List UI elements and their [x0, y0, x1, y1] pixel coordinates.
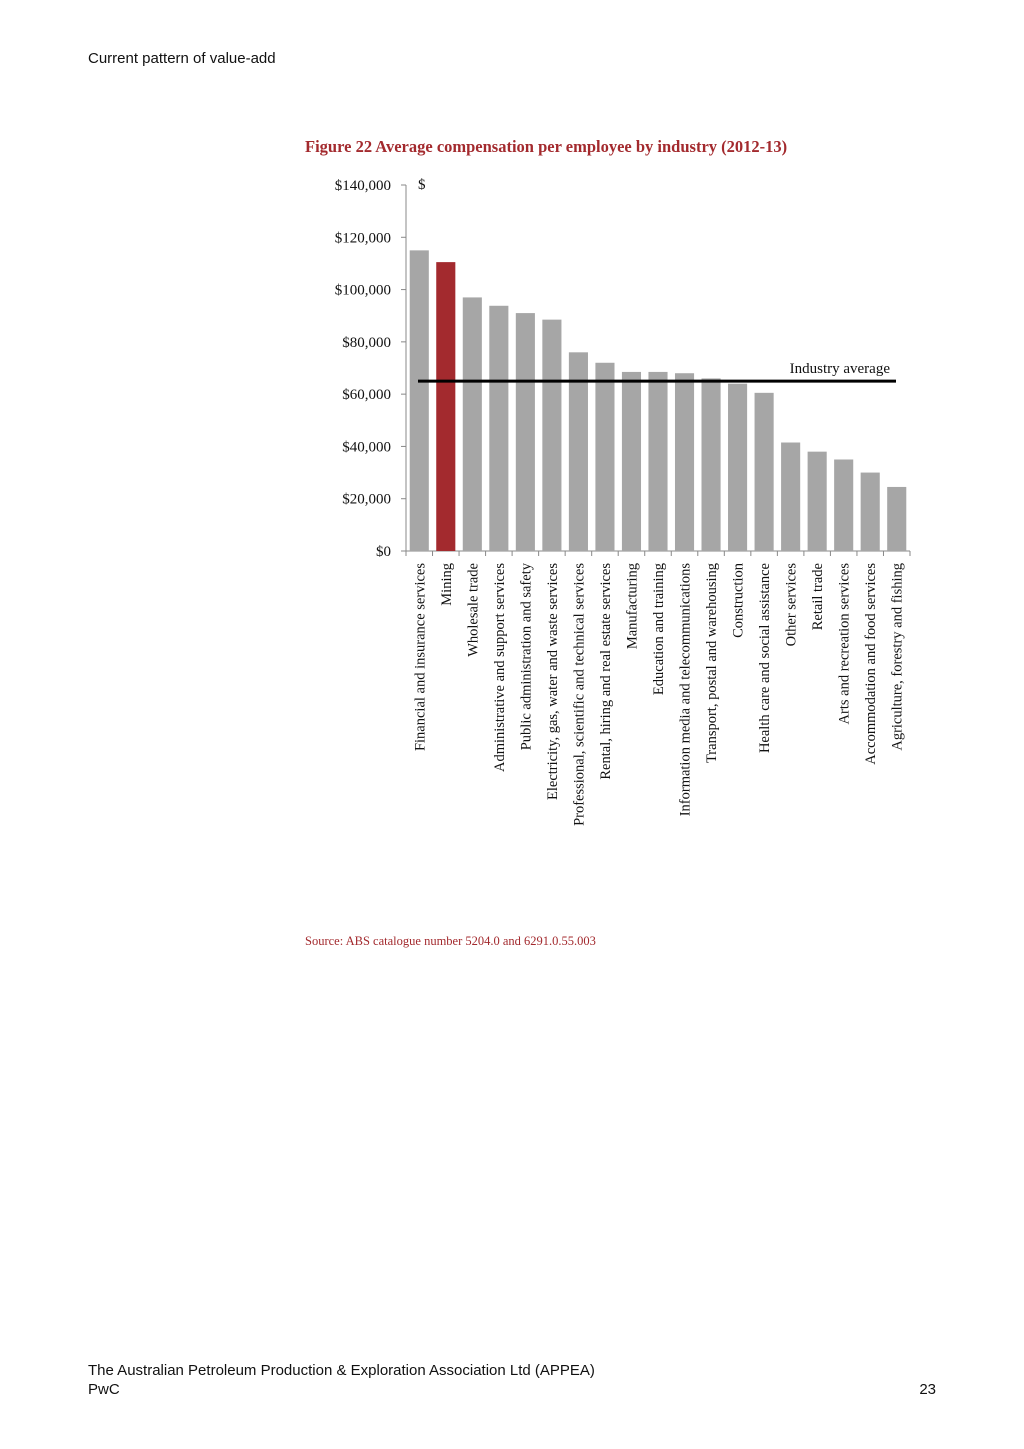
x-tick-label: Rental, hiring and real estate services — [597, 563, 614, 780]
bar — [755, 393, 774, 551]
footer-firm: PwC — [88, 1381, 120, 1398]
bar — [542, 320, 561, 551]
bar — [728, 384, 747, 551]
bar — [648, 372, 667, 551]
x-tick-label: Manufacturing — [624, 563, 641, 650]
y-tick-label: $100,000 — [334, 282, 391, 299]
x-tick-label: Wholesale trade — [465, 563, 482, 657]
bar — [781, 443, 800, 551]
x-tick-label: Other services — [783, 563, 800, 647]
bar — [436, 262, 455, 551]
y-tick-label: $20,000 — [342, 491, 391, 508]
y-tick-label: $60,000 — [342, 387, 391, 404]
figure-title: Figure 22 Average compensation per employee by industry (2012-13) — [305, 137, 788, 156]
bar — [834, 460, 853, 552]
y-tick-labels — [335, 178, 391, 560]
x-tick-labels — [412, 562, 905, 826]
y-tick-label: $120,000 — [334, 230, 391, 247]
bar — [410, 250, 429, 551]
x-tick-label: Arts and recreation services — [836, 563, 853, 725]
x-tick-label: Construction — [730, 563, 747, 638]
x-tick-label: Transport, postal and warehousing — [704, 563, 721, 764]
page-header: Current pattern of value-add — [88, 50, 276, 67]
x-tick-label: Information media and telecommunications — [677, 563, 694, 817]
x-tick-label: Accommodation and food services — [863, 562, 880, 765]
x-tick-label: Professional, scientific and technical services — [571, 563, 588, 826]
bar — [808, 452, 827, 551]
bar — [675, 373, 694, 551]
chart-bars — [410, 250, 907, 551]
footer-organisation: The Australian Petroleum Production & Exploration Association Ltd (APPEA) — [88, 1362, 595, 1379]
x-tick-label: Mining — [438, 563, 455, 606]
y-tick-label: $80,000 — [342, 334, 391, 351]
x-tick-label: Agriculture, forestry and fishing — [889, 563, 906, 751]
bar — [861, 473, 880, 551]
x-tick-label: Public administration and safety — [518, 563, 535, 751]
y-tick-label: $0 — [376, 544, 391, 560]
y-tick-label: $40,000 — [342, 439, 391, 456]
x-tick-label: Retail trade — [810, 563, 827, 631]
bar — [516, 313, 535, 551]
x-tick-label: Education and training — [651, 563, 667, 696]
bar — [489, 306, 508, 551]
x-tick-label: Health care and social assistance — [757, 563, 774, 754]
bar — [622, 372, 641, 551]
bar — [595, 363, 614, 551]
bar — [463, 297, 482, 551]
bar — [887, 487, 906, 551]
bar — [702, 378, 721, 551]
figure-source: Source: ABS catalogue number 5204.0 and 6291.0.55.003 — [305, 934, 596, 948]
x-tick-label: Financial and insurance services — [412, 563, 429, 752]
y-unit-label: $ — [418, 177, 426, 193]
x-tick-label: Electricity, gas, water and waste services — [544, 563, 561, 800]
x-tick-label: Administrative and support services — [491, 563, 508, 772]
y-tick-label: $140,000 — [334, 178, 391, 194]
page-number: 23 — [919, 1381, 936, 1398]
average-line-label: Industry average — [789, 361, 890, 378]
